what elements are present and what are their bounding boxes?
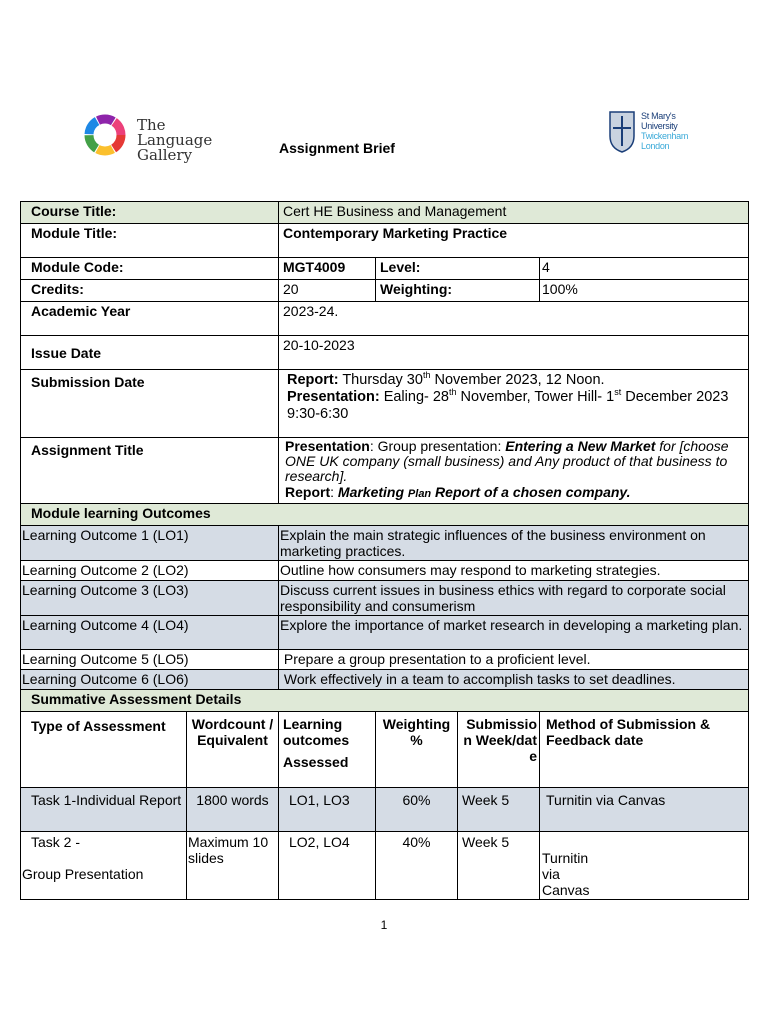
lo-label: Learning Outcome 4 (LO4) bbox=[21, 616, 279, 650]
task-lo: LO1, LO3 bbox=[279, 788, 376, 832]
task-week: Week 5 bbox=[458, 832, 540, 900]
submission-label: Submission Date bbox=[21, 370, 279, 438]
credits-label: Credits: bbox=[21, 280, 279, 302]
summative-row-1 bbox=[21, 788, 749, 832]
col-weighting-header: Weighting % bbox=[376, 712, 458, 788]
lo-row-3 bbox=[21, 581, 749, 616]
weighting-label: Weighting: bbox=[376, 280, 540, 302]
col-week-header: Submission Week/date bbox=[458, 712, 540, 788]
st-marys-logo bbox=[607, 108, 707, 158]
code-label: Module Code: bbox=[21, 258, 279, 280]
lo-row-6 bbox=[21, 670, 749, 690]
task-method: Turnitin via Canvas bbox=[540, 788, 749, 832]
issue-date-label: Issue Date bbox=[21, 336, 279, 370]
lo-label: Learning Outcome 5 (LO5) bbox=[21, 650, 279, 670]
presentation-brief: Presentation: Group presentation: Entering a New Market for [choose ONE UK company (small business) and Any product of that business to research]. bbox=[285, 438, 729, 484]
university-name: St Mary's University Twickenham London bbox=[641, 111, 689, 151]
lo-text: Explore the importance of market research in developing a marketing plan. bbox=[279, 616, 749, 650]
lo-text: Discuss current issues in business ethics with regard to corporate social responsibility and consumerism bbox=[279, 581, 749, 616]
assignment-brief-table bbox=[20, 201, 749, 900]
lo-text: Explain the main strategic influences of the business environment on marketing practices. bbox=[279, 526, 749, 561]
task-type: Task 2 - Group Presentation bbox=[21, 832, 187, 900]
module-label: Module Title: bbox=[21, 224, 279, 258]
submission-value bbox=[279, 370, 749, 438]
summative-row-2 bbox=[21, 832, 749, 900]
task-type: Task 1-Individual Report bbox=[21, 788, 187, 832]
col-lo-header: Learning outcomes Assessed bbox=[279, 712, 376, 788]
task-weighting: 40% bbox=[376, 832, 458, 900]
report-deadline: Report: Thursday 30th November 2023, 12 Noon. bbox=[287, 370, 605, 388]
lo-heading-row bbox=[21, 504, 749, 526]
summative-header-row bbox=[21, 712, 749, 788]
task-week: Week 5 bbox=[458, 788, 540, 832]
lo-text: Work effectively in a team to accomplish tasks to set deadlines. bbox=[279, 670, 749, 690]
summative-heading: Summative Assessment Details bbox=[21, 690, 749, 712]
lo-row-5 bbox=[21, 650, 749, 670]
course-value: Cert HE Business and Management bbox=[279, 202, 749, 224]
weighting-value: 100% bbox=[540, 280, 749, 302]
crest-icon bbox=[607, 110, 637, 154]
language-gallery-logo bbox=[82, 112, 242, 164]
issue-date-value: 20-10-2023 bbox=[279, 336, 749, 370]
issue-date-row bbox=[21, 336, 749, 370]
task-wordcount: 1800 words bbox=[187, 788, 279, 832]
page-number: 1 bbox=[380, 918, 388, 932]
logo-name: The Language Gallery bbox=[137, 116, 213, 164]
lo-label: Learning Outcome 6 (LO6) bbox=[21, 670, 279, 690]
task-method: Turnitin via Canvas bbox=[540, 832, 749, 900]
lo-label: Learning Outcome 2 (LO2) bbox=[21, 561, 279, 581]
lo-label: Learning Outcome 1 (LO1) bbox=[21, 526, 279, 561]
lo-heading: Module learning Outcomes bbox=[21, 504, 749, 526]
col-wordcount-header: Wordcount /Equivalent bbox=[187, 712, 279, 788]
color-wheel-icon bbox=[82, 112, 128, 158]
assignment-title-row bbox=[21, 438, 749, 504]
col-method-header: Method of Submission & Feedback date bbox=[540, 712, 749, 788]
course-label: Course Title: bbox=[21, 202, 279, 224]
task-weighting: 60% bbox=[376, 788, 458, 832]
col-type-header: Type of Assessment bbox=[21, 712, 187, 788]
lo-text: Outline how consumers may respond to marketing strategies. bbox=[279, 561, 749, 581]
level-label: Level: bbox=[376, 258, 540, 280]
task-wordcount: Maximum 10 slides bbox=[187, 832, 279, 900]
academic-year-label: Academic Year bbox=[21, 302, 279, 336]
course-row bbox=[21, 202, 749, 224]
task-lo: LO2, LO4 bbox=[279, 832, 376, 900]
academic-year-row bbox=[21, 302, 749, 336]
submission-row bbox=[21, 370, 749, 438]
presentation-deadline: Presentation: Ealing- 28th November, Tower Hill- 1st December 2023 9:30-6:30 bbox=[287, 387, 729, 422]
lo-label: Learning Outcome 3 (LO3) bbox=[21, 581, 279, 616]
lo-row-1 bbox=[21, 526, 749, 561]
lo-row-2 bbox=[21, 561, 749, 581]
academic-year-value: 2023-24. bbox=[279, 302, 749, 336]
module-row bbox=[21, 224, 749, 258]
lo-text: Prepare a group presentation to a proficient level. bbox=[279, 650, 749, 670]
summative-heading-row bbox=[21, 690, 749, 712]
report-brief: Report: Marketing Plan Report of a chosen company. bbox=[285, 484, 631, 500]
credits-row bbox=[21, 280, 749, 302]
code-row bbox=[21, 258, 749, 280]
code-value: MGT4009 bbox=[279, 258, 376, 280]
level-value: 4 bbox=[540, 258, 749, 280]
lo-row-4 bbox=[21, 616, 749, 650]
credits-value: 20 bbox=[279, 280, 376, 302]
assignment-title-value bbox=[279, 438, 749, 504]
module-value: Contemporary Marketing Practice bbox=[279, 224, 749, 258]
page-title: Assignment Brief bbox=[279, 140, 395, 156]
assignment-title-label: Assignment Title bbox=[21, 438, 279, 504]
